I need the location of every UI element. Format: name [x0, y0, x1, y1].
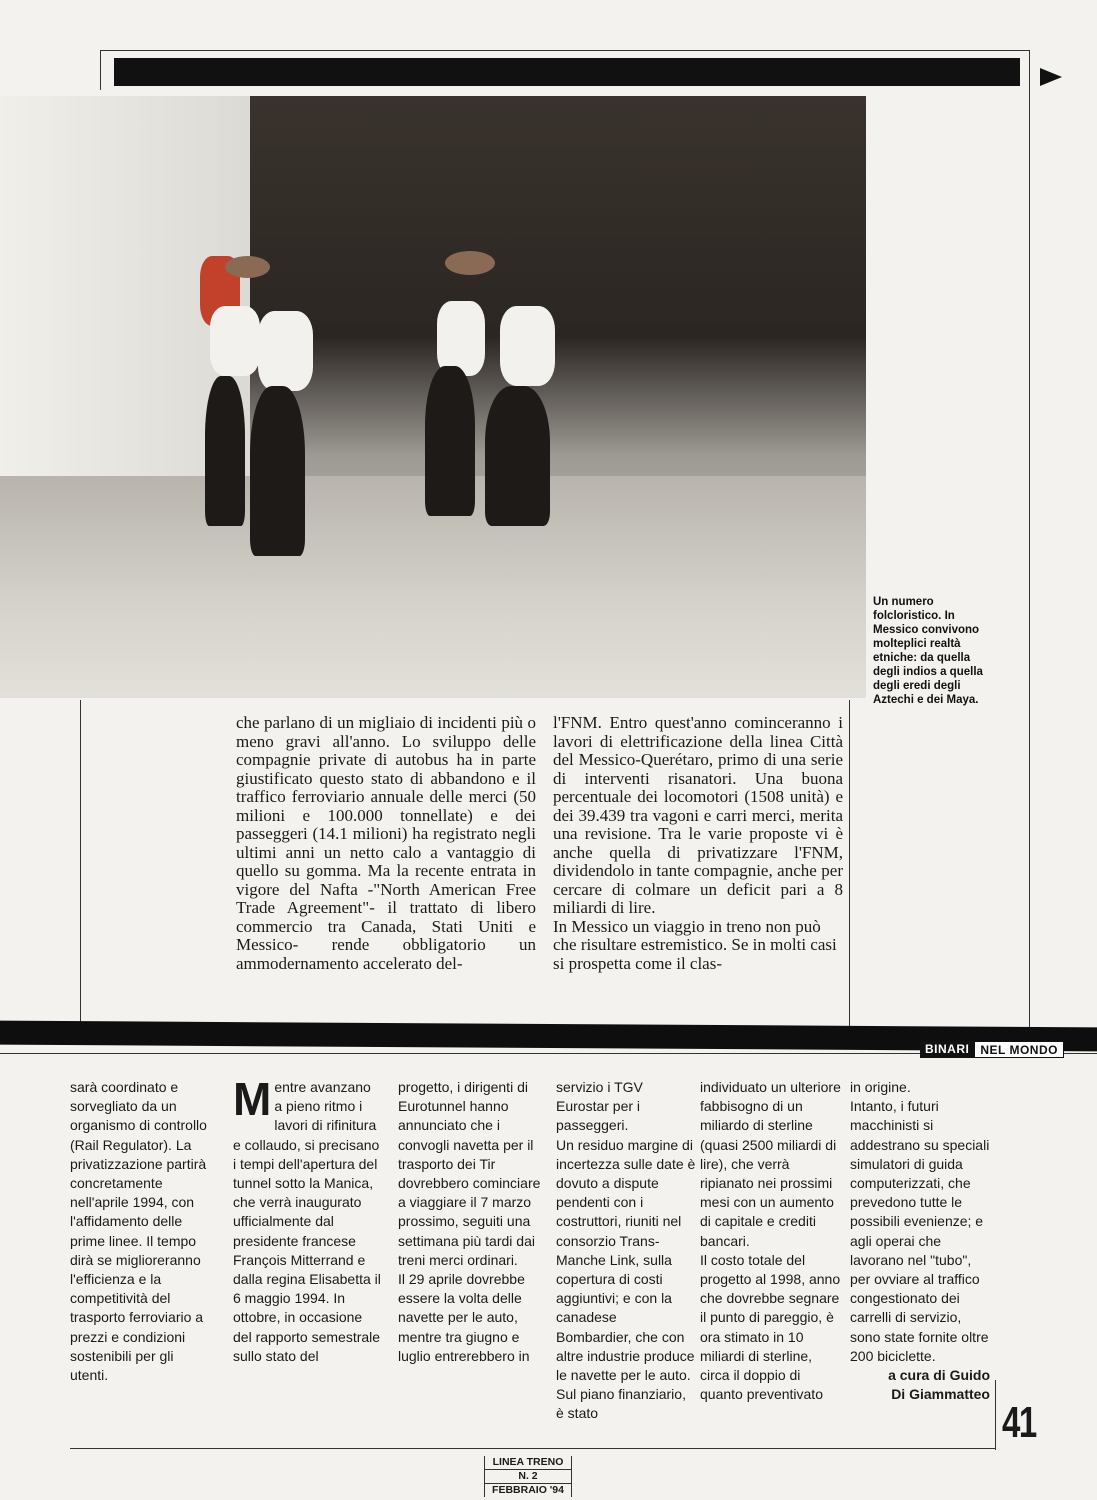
- article-column-2: [553, 714, 843, 973]
- footer-title: LINEA TRENO: [485, 1456, 571, 1470]
- footer-date: FEBBRAIO '94: [492, 1484, 564, 1496]
- article-text: In Messico un viaggio in treno non può che risultare estremistico. Se in molti casi si prospetta come il clas-: [553, 916, 837, 973]
- section-tag-nel-mondo: NEL MONDO: [974, 1041, 1064, 1058]
- frame-top-line: [100, 50, 1030, 51]
- footer-issue: N. 2: [485, 1470, 571, 1484]
- header-bar: [114, 58, 1020, 86]
- news-text: individuato un ulteriore fabbisogno di un miliardo di sterline (quasi 2500 miliardi di lire), che verrà ripianato nei prossimi mesi con un aumento di capitale e crediti bancari.: [700, 1079, 841, 1249]
- news-column-4: [556, 1078, 696, 1424]
- magazine-footer: [484, 1456, 572, 1497]
- news-text: Il costo totale del progetto al 1998, anno che dovrebbe segnare il punto di pareggio, è ora stimato in 10 miliardi di sterline, circa il doppio di quanto preventivato: [700, 1251, 841, 1403]
- arrow-right-icon: [1040, 68, 1062, 86]
- page-number-divider: [995, 1380, 996, 1450]
- news-text: in origine.: [850, 1079, 911, 1095]
- news-column-3: [398, 1078, 543, 1366]
- section-tag: [920, 1041, 1064, 1058]
- folk-dance-photo: [0, 96, 866, 698]
- frame-right-line: [1029, 50, 1030, 1040]
- news-text: servizio i TGV Eurostar per i passeggeri.: [556, 1079, 643, 1134]
- news-text: Un residuo margine di incertezza sulle date è dovuto a dispute pendenti con i costruttori, riuniti nel consorzio Trans-Manche Link, sulla copertura di costi aggiuntivi; e con la canadese Bombardier, che con altre industrie produce le navette per le auto.: [556, 1136, 696, 1384]
- photo-caption: Un numero folcloristico. In Messico convivono molteplici realtà etniche: da quella degli indios a quella degli eredi degli Aztechi e dei Maya.: [873, 596, 983, 706]
- section-tag-binari: BINARI: [920, 1041, 974, 1058]
- news-column-6: [850, 1078, 990, 1404]
- article-column-1: [236, 714, 536, 973]
- news-text: sarà coordinato e sorvegliato da un organismo di controllo (Rail Regulator). La privatizzazione partirà concretamente nell'aprile 1994, con l'affidamento delle prime linee. Il tempo dirà se miglioreranno l'efficienza e la competitività del trasporto ferroviario a prezzi e condizioni sostenibili per gli utenti.: [70, 1079, 207, 1384]
- frame-left-line: [100, 50, 101, 90]
- news-column-5: [700, 1078, 845, 1404]
- news-text: progetto, i dirigenti di Eurotunnel hanno annunciato che i convogli navetta per il trasporto dei Tir dovrebbero cominciare a viaggiare il 7 marzo prossimo, seguiti una settimana più tardi dai treni merci ordinari.: [398, 1079, 541, 1268]
- news-text: Sul piano finanziario, è stato: [556, 1386, 686, 1422]
- column-divider-right: [849, 700, 850, 1040]
- news-column-1: [70, 1078, 210, 1385]
- news-text: entre avanzano a pieno ritmo i lavori di rifinitura e collaudo, si precisano i tempi dell'apertura del tunnel sotto la Manica, che verrà inaugurato ufficialmente dal presidente francese François Mitterrand e dalla regina Elisabetta il 6 maggio 1994. In ottobre, in occasione del rapporto semestrale sullo stato del: [233, 1079, 381, 1364]
- author-line-2: Di Giammatteo: [891, 1386, 990, 1403]
- news-column-2: [233, 1073, 381, 1366]
- column-divider-left: [80, 700, 81, 1040]
- news-text: Il 29 aprile dovrebbe essere la volta delle navette per le auto, mentre tra giugno e luglio entrerebbero in: [398, 1271, 530, 1364]
- news-text: Intanto, i futuri macchinisti si addestrano su speciali simulatori di guida computerizzati, che prevedono tutte le possibili evenienze; e agli operai che lavorano nel "tubo", per ovviare al traffico congestionato dei carrelli di servizio, sono state fornite oltre 200 biciclette.: [850, 1098, 990, 1364]
- article-text: l'FNM. Entro quest'anno cominceranno i lavori di elettrificazione della linea Città del Messico-Querétaro, primo di una serie di interventi risanatori. Una buona percentuale dei locomotori (1508 unità) e dei 39.439 tra vagoni e carri merci, merita una revisione. Tra le varie proposte vi è anche quella di privatizzare l'FNM, dividendolo in tante compagnie, anche per cercare di colmare un deficit pari a 8 miliardi di lire.: [553, 713, 843, 917]
- drop-cap: M: [233, 1073, 272, 1125]
- page-number: 41: [1002, 1398, 1036, 1447]
- article-text: che parlano di un migliaio di incidenti più o meno gravi all'anno. Lo sviluppo delle compagnie private di autobus ha in parte giustificato questo stato di abbandono e il traffico ferroviario annuale delle merci (50 milioni e 100.000 tonnellate) e dei passeggeri (14.1 milioni) ha registrato negli ultimi anni un netto calo a vantaggio di quello su gomma. Ma la recente entrata in vigore del Nafta -"North American Free Trade Agreement"- il trattato di libero commercio tra Canada, Stati Uniti e Messico- rende obbligatorio un ammodernamento accelerato del-: [236, 713, 536, 973]
- author-line-1: a cura di Guido: [888, 1367, 990, 1384]
- bottom-rule: [70, 1448, 996, 1449]
